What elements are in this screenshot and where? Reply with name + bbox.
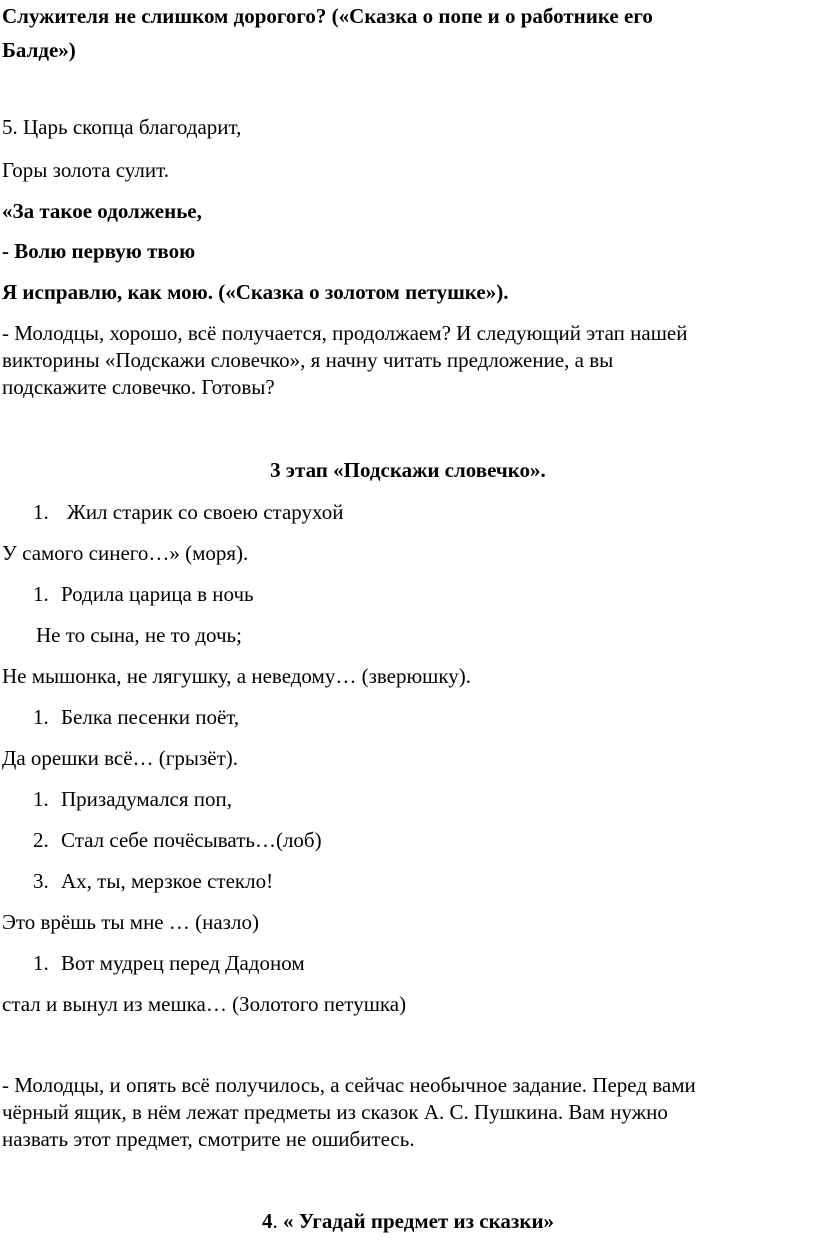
list-text: Стал себе почёсывать…(лоб) (61, 828, 322, 852)
verse-line: Горы золота сулит. (2, 158, 169, 182)
heading-number: 4 (261, 1209, 273, 1233)
paragraph-line: чёрный ящик, в нём лежат предметы из сказок А. С. Пушкина. Вам нужно (2, 1100, 668, 1124)
list-number: 1. (33, 582, 49, 606)
list-number: 2. (33, 828, 49, 852)
list-text: Ах, ты, мерзкое стекло! (61, 869, 274, 893)
verse-line: стал и вынул из мешка… (Золотого петушка) (2, 992, 407, 1016)
list-text: Призадумался поп, (61, 787, 233, 811)
list-text: Вот мудрец перед Дадоном (61, 951, 305, 975)
list-item (33, 950, 305, 977)
list-text: Белка песенки поёт, (61, 705, 240, 729)
list-item (33, 868, 273, 895)
list-text: Родила царица в ночь (61, 582, 254, 606)
list-item (33, 786, 232, 813)
list-number: 1. (33, 500, 49, 524)
verse-line: 5. Царь скопца благодарит, (2, 115, 242, 139)
verse-line: Это врёшь ты мне … (назло) (2, 910, 259, 934)
list-number: 3. (33, 869, 49, 893)
paragraph-line: - Молодцы, и опять всё получилось, а сейчас необычное задание. Перед вами (2, 1073, 696, 1097)
list-number: 1. (33, 787, 49, 811)
list-item (33, 581, 254, 608)
verse-line: Да орешки всё… (грызёт). (2, 746, 239, 770)
section-heading-4 (0, 1208, 816, 1235)
paragraph-line: назвать этот предмет, смотрите не ошибитесь. (2, 1127, 415, 1151)
list-number: 1. (33, 705, 49, 729)
heading-line-2: Балде») (2, 38, 76, 62)
verse-line: Не мышонка, не лягушку, а неведому… (зверюшку). (2, 664, 471, 688)
list-text: Жил старик со своею старухой (67, 500, 344, 524)
verse-line: Не то сына, не то дочь; (36, 623, 242, 647)
heading-text: « Угадай предмет из сказки» (277, 1209, 555, 1233)
section-heading-3: 3 этап «Подскажи словечко». (270, 458, 546, 482)
verse-line-bold: - Волю первую твою (2, 239, 196, 263)
heading-line-1: Служителя не слишком дорогого? («Сказка о попе и о работнике его (2, 4, 653, 28)
list-number: 1. (33, 951, 49, 975)
list-item (33, 499, 343, 526)
paragraph-line: подскажите словечко. Готовы? (2, 375, 275, 399)
paragraph-line: викторины «Подскажи словечко», я начну читать предложение, а вы (2, 348, 614, 372)
heading-dot: . (272, 1209, 278, 1233)
verse-line-bold: Я исправлю, как мою. («Сказка о золотом петушке»). (2, 280, 509, 304)
list-item (33, 704, 239, 731)
verse-line: У самого синего…» (моря). (2, 541, 249, 565)
list-item (33, 827, 322, 854)
verse-line-bold: «За такое одолженье, (2, 199, 202, 223)
paragraph-line: - Молодцы, хорошо, всё получается, продолжаем? И следующий этап нашей (2, 321, 688, 345)
